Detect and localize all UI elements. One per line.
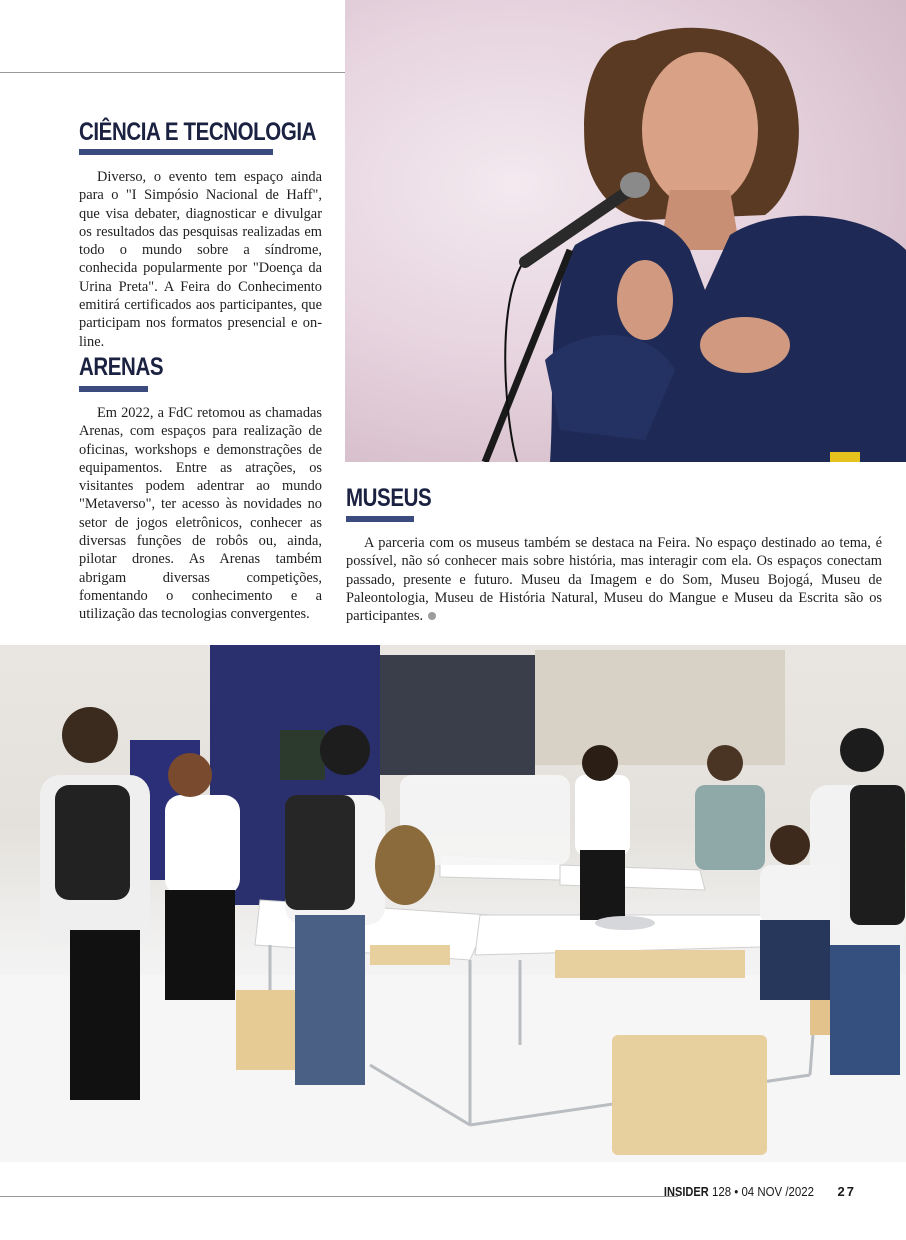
title-underline [79,149,273,155]
footer-divider [0,1196,678,1197]
issue-info: 128 • 04 NOV /2022 [712,1184,815,1199]
title-underline [79,386,148,392]
title-underline [346,516,414,522]
museus-text-span: A parceria com os museus também se destaca na Feira. No espaço destinado ao tema, é possível, não só conhecer mais sobre história, mas interagir com ela. Os espaços conectam passado, presente e futuro. Museu da Imagem e do Som, Museu Bojogá, Museu de Paleontologia, Museu de História Natural, Museu do Mangue e Museu da Escrita são os participantes. [346,535,882,625]
speaker-photo [345,0,906,462]
section-text-ciencia: Diverso, o evento tem espaço ainda para o "I Simpósio Nacional de Haff", que visa debater, diagnosticar e divulgar os resultados das pesquisas realizadas em todo o mundo sobre a síndrome, conhecida popularmente por "Doença da Urina Preta". A Feira do Conhecimento emitirá certificados aos participantes, que participam nos formatos presencial e on-line. [79,169,322,350]
section-text-museus [346,534,882,625]
page-number: 27 [837,1184,856,1199]
top-divider [0,72,345,73]
section-title-museus: MUSEUS [346,484,432,512]
end-of-article-icon [428,612,436,620]
magazine-name: INSIDER [663,1184,709,1199]
section-title-arenas: ARENAS [79,353,164,381]
section-text-arenas: Em 2022, a FdC retomou as chamadas Arenas, com espaços para realização de oficinas, workshops e demonstrações de equipamentos. Entre as atrações, os visitantes podem adentrar ao mundo "Metaverso", ter acesso às novidades no setor de jogos eletrônicos, conhecer as diversas funções de robôs ou, ainda, pilotar drones. As Arenas também abrigam diversas competições, fomentando o conhecimento e a utilização das tecnologias convergentes. [79,405,322,623]
footer-publication [656,1184,828,1199]
exhibition-photo [0,645,906,1162]
section-title-ciencia: CIÊNCIA E TECNOLOGIA [79,118,317,146]
